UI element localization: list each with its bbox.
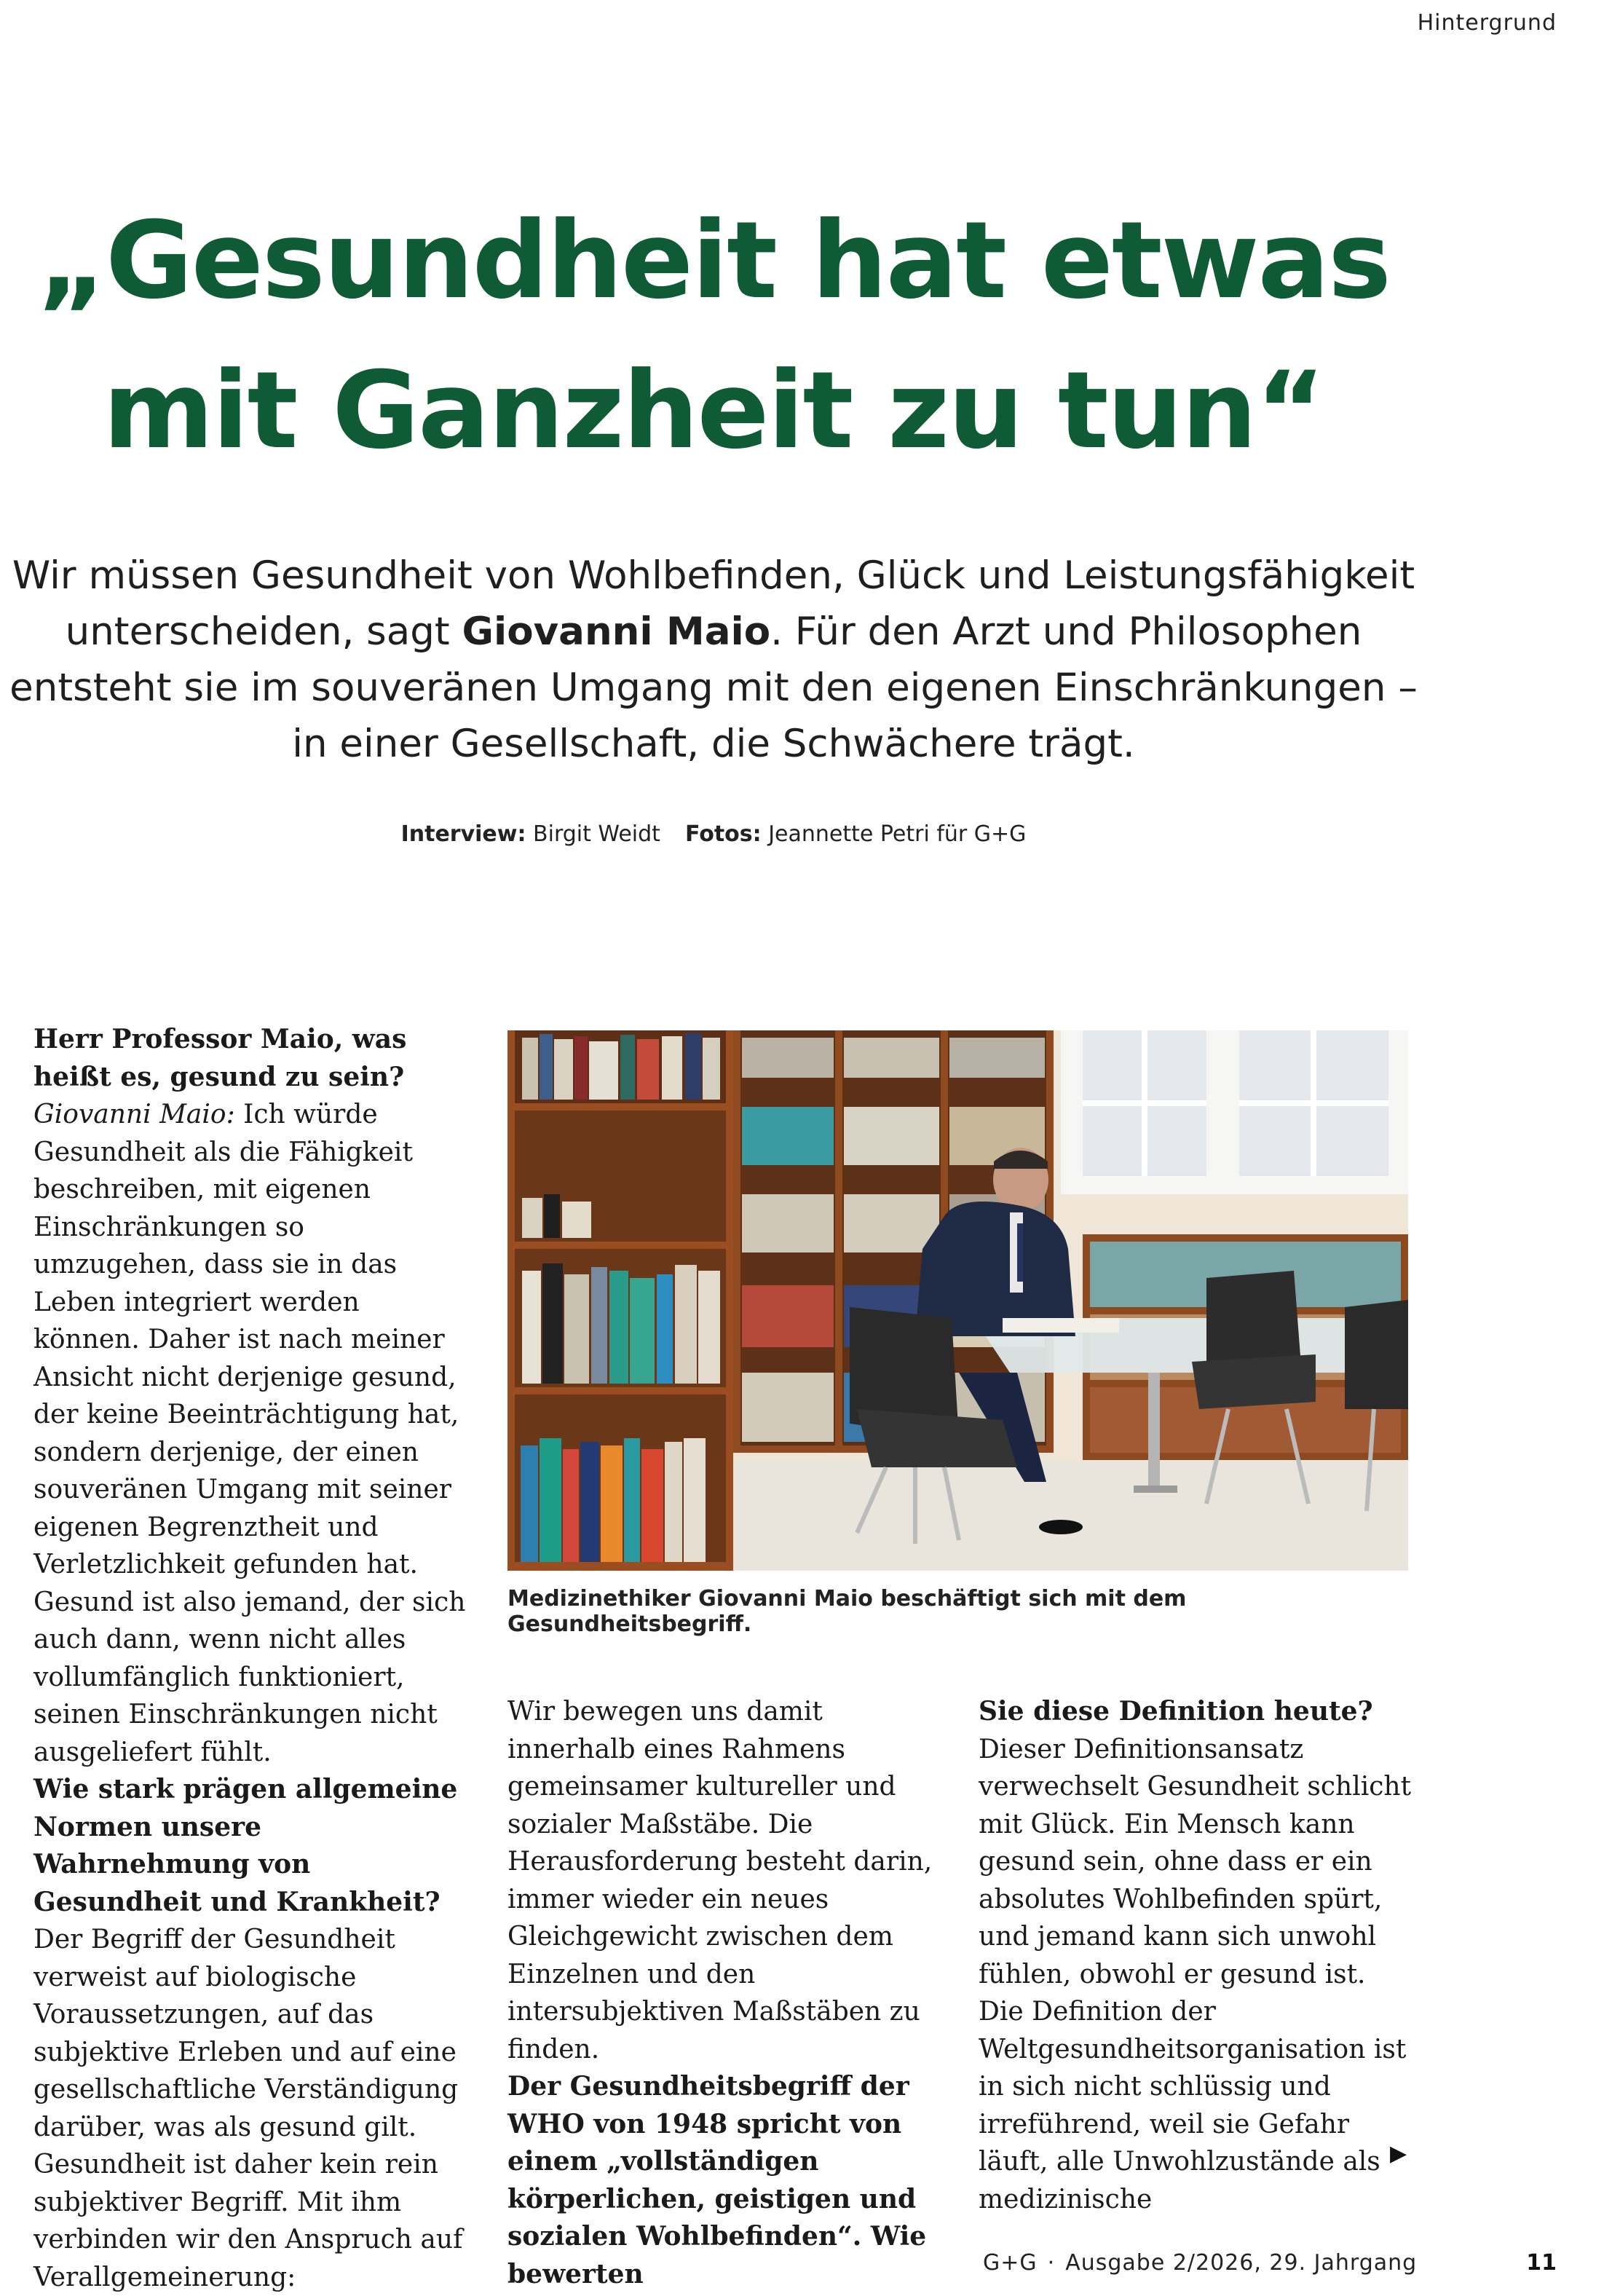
intro-name: Giovanni Maio [462, 609, 771, 654]
question-3: Der Gesundheitsbegriff der WHO von 1948 spricht von einem „vollständigen körperlichen, geistigen und sozialen Wohlbefinden“. Wie bewerten [507, 2071, 927, 2289]
answer-3: Wir bewegen uns damit innerhalb eines Rahmens gemeinsamer kultureller und sozialer Maßstäbe. Die Herausforderung besteht darin, immer wieder ein neues Gleichgewicht zwischen dem Einzelnen und den intersubjektiven Maßstäben zu finden. [507, 1697, 933, 2064]
article-column-3 [979, 1693, 1415, 2218]
interview-label: Interview: [400, 821, 526, 847]
question-2: Wie stark prägen allgemeine Normen unsere Wahrnehmung von Gesundheit und Krankheit? [33, 1774, 458, 1917]
article-column-2 [507, 1693, 952, 2293]
intro-text [0, 548, 1427, 772]
answer-2: Der Begriff der Gesundheit verweist auf biologische Voraussetzungen, auf das subjektive Erleben und auf eine gesellschaftliche Verständigung darüber, was als gesund gilt. Gesundheit ist daher kein rein subjektiver Begriff. Mit ihm verbinden wir den Anspruch auf Verallgemeinerung: [33, 1925, 463, 2292]
photos-label: Fotos: [684, 821, 762, 847]
interview-name: Birgit Weidt [533, 821, 660, 847]
answer-1 [33, 1096, 470, 1771]
page-number: 11 [1526, 2250, 1557, 2276]
headline [0, 186, 1427, 486]
answer-4: Dieser Definitionsansatz verwechselt Gesundheit schlicht mit Glück. Ein Mensch kann gesund sein, ohne dass er ein absolutes Wohlbefinden spürt, und jemand kann sich unwohl fühlen, obwohl er gesund ist. Die Definition der Weltgesundheitsorganisation ist in sich nicht schlüssig und irreführend, weil sie Gefahr läuft, alle Unwohlzustände als medizinische [979, 1734, 1412, 2214]
photo-caption: Medizinethiker Giovanni Maio beschäftigt sich mit dem Gesundheitsbegriff. [507, 1586, 1187, 1637]
credits [0, 821, 1427, 847]
footer [983, 2250, 1417, 2276]
article-column-1 [33, 1021, 470, 2296]
intro-part-1: Wir müssen Gesundheit von Wohlbefinden, Glück und Leistungsfähigkeit unterscheiden, sagt [12, 553, 1415, 654]
issue-info: Ausgabe 2/2026, 29. Jahrgang [1065, 2250, 1418, 2276]
magazine-name: G+G [983, 2250, 1038, 2276]
section-label: Hintergrund [1417, 10, 1557, 36]
question-1: Herr Professor Maio, was heißt es, gesund zu sein? [33, 1024, 407, 1092]
headline-line-1: „Gesundheit hat etwas [37, 199, 1390, 323]
headline-line-2: mit Ganzheit zu tun“ [103, 349, 1324, 473]
article-photo [507, 1030, 1408, 1571]
footer-separator: · [1047, 2250, 1056, 2276]
continue-arrow-icon: ▶ [1390, 2141, 1407, 2166]
question-3-continued: Sie diese Definition heute? [979, 1696, 1373, 1727]
photos-name: Jeannette Petri für G+G [768, 821, 1027, 847]
intro-part-2: . Für den Arzt und Philosophen entsteht sie im souveränen Umgang mit den eigenen Einschränkungen – in einer Gesellschaft, die Schwächere trägt. [9, 609, 1418, 766]
answer-1-text: Ich würde Gesundheit als die Fähigkeit beschreiben, mit eigenen Einschränkungen so umzugehen, dass sie in das Leben integriert werden können. Daher ist nach meiner Ansicht nicht derjenige gesund, der keine Beeinträchtigung hat, sondern derjenige, der einen souveränen Umgang mit seiner eigenen Begrenztheit und Verletzlichkeit gefunden hat. Gesund ist also jemand, der sich auch dann, wenn nicht alles vollumfänglich funktioniert, seinen Einschränkungen nicht ausgeliefert fühlt. [33, 1100, 466, 1767]
speaker-label: Giovanni Maio: [33, 1100, 235, 1129]
